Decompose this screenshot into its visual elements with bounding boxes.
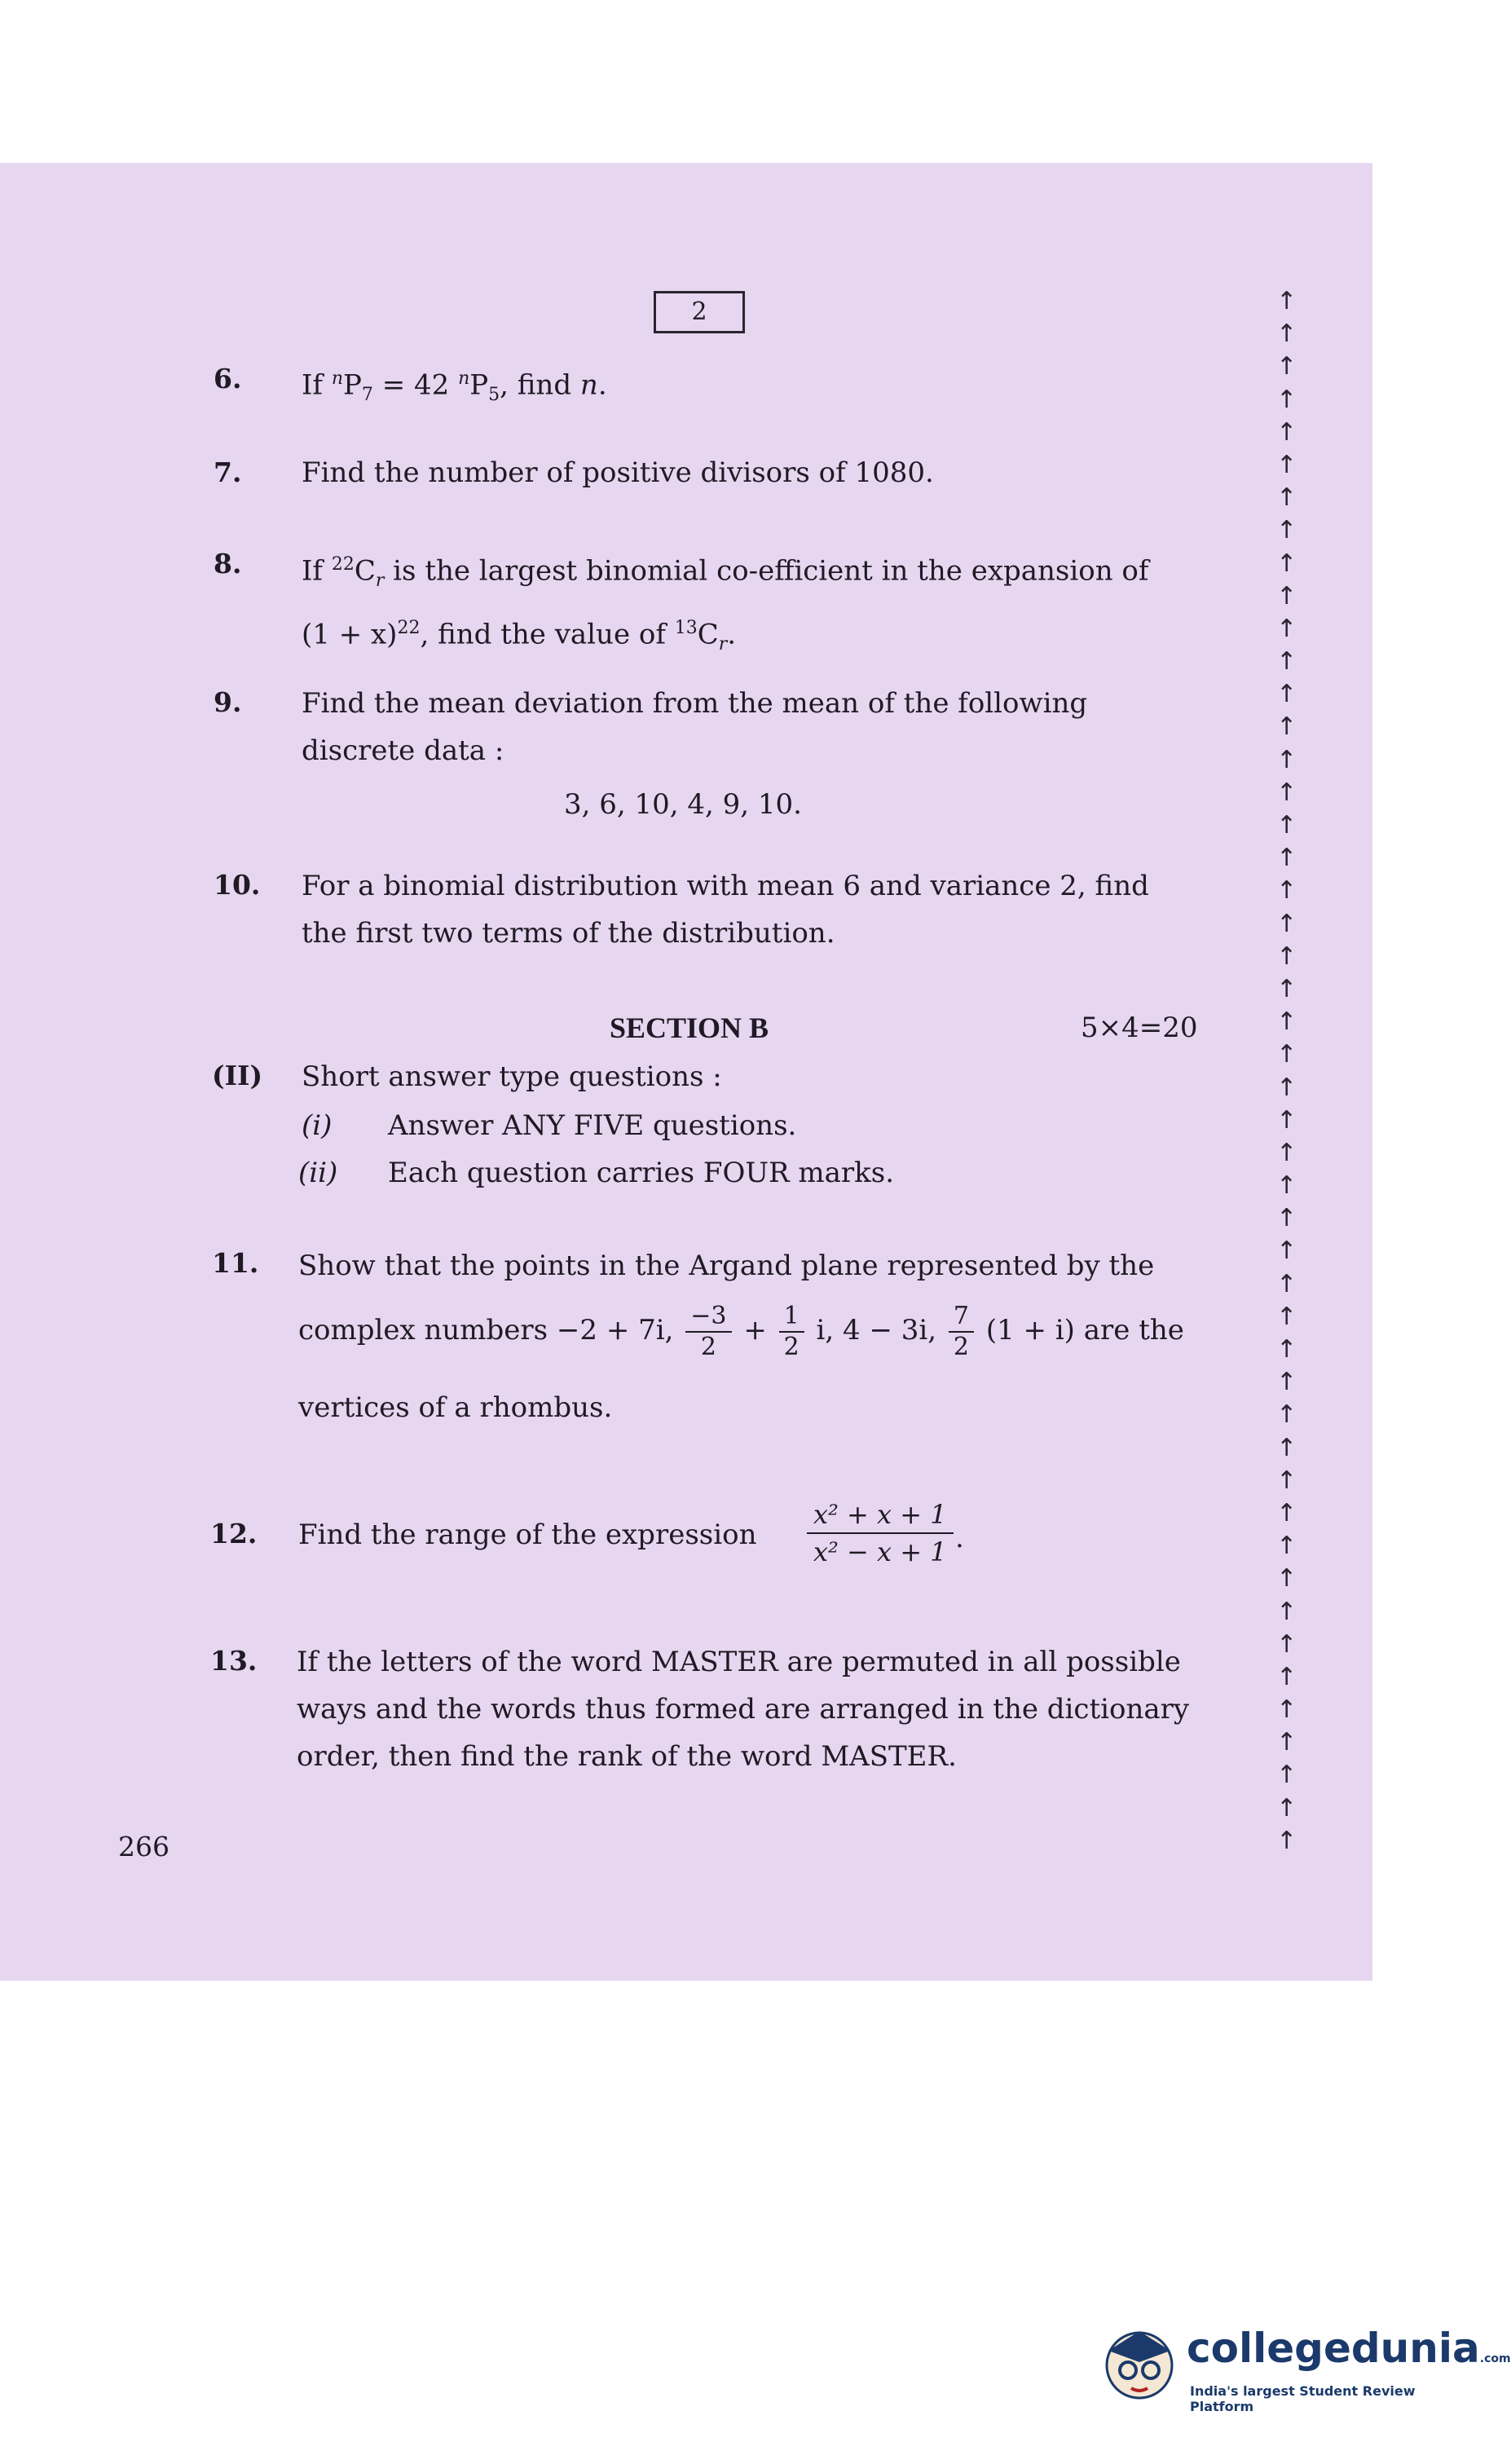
up-arrow-icon: ↑ (1276, 844, 1297, 873)
section-title: SECTION B (610, 1012, 769, 1044)
up-arrow-icon: ↑ (1276, 712, 1297, 742)
question-11-line2: complex numbers −2 + 7i, $\frac{-3}{2}$ + $\frac{1}{2}$ i, 4 − 3i, $\frac{7}{2}$ (1 + i) are the (298, 1302, 1184, 1361)
list-marker: (ii) (298, 1157, 338, 1189)
up-arrow-icon: ↑ (1276, 876, 1297, 906)
up-arrow-icon: ↑ (1276, 1335, 1297, 1364)
up-arrow-icon: ↑ (1276, 1761, 1297, 1790)
section-instruction: Short answer type questions : (302, 1060, 722, 1093)
up-arrow-icon: ↑ (1276, 1433, 1297, 1462)
question-number: 10. (214, 869, 261, 901)
up-arrow-icon: ↑ (1276, 680, 1297, 709)
section-marks: 5×4=20 (1081, 1012, 1198, 1044)
up-arrow-icon: ↑ (1276, 385, 1297, 414)
up-arrow-icon: ↑ (1276, 1007, 1297, 1037)
up-arrow-icon: ↑ (1276, 1728, 1297, 1757)
logo-wordmark: collegedunia.com (1187, 2325, 1511, 2372)
question-13: If the letters of the word MASTER are permuted in all possible ways and the words thus formed are arranged in the dictionary order, then find the rank of the word MASTER. (297, 1646, 1190, 1773)
part-label: (II) (212, 1060, 263, 1091)
fraction: $\frac{-3}{2}$ (685, 1302, 731, 1362)
question-11-line1: Show that the points in the Argand plane represented by the (298, 1250, 1155, 1282)
up-arrow-icon: ↑ (1276, 1236, 1297, 1266)
list-item: Answer ANY FIVE questions. (388, 1109, 797, 1142)
question-12-fraction: x² + x + 1 x² − x + 1 (807, 1496, 954, 1570)
up-arrow-icon: ↑ (1276, 1302, 1297, 1331)
question-number: 7. (214, 456, 242, 488)
up-arrow-icon: ↑ (1276, 1662, 1297, 1691)
up-arrow-icon: ↑ (1276, 614, 1297, 643)
up-arrow-icon: ↑ (1276, 1695, 1297, 1725)
question-number: 6. (214, 363, 242, 395)
up-arrow-icon: ↑ (1276, 320, 1297, 349)
up-arrow-icon: ↑ (1276, 941, 1297, 971)
up-arrow-icon: ↑ (1276, 1368, 1297, 1397)
question-number: 8. (214, 548, 242, 580)
up-arrow-icon: ↑ (1276, 745, 1297, 774)
question-7: Find the number of positive divisors of 1080. (302, 456, 934, 489)
margin-arrows (1276, 285, 1301, 1858)
up-arrow-icon: ↑ (1276, 778, 1297, 807)
up-arrow-icon: ↑ (1276, 1597, 1297, 1626)
question-number: 13. (210, 1645, 258, 1677)
question-8: If $^{22}C_r$ is the largest binomial co-efficient in the expansion of $(1 + x)^{22}$, find the value of $^{13}C_r$. (302, 554, 1149, 655)
up-arrow-icon: ↑ (1276, 1105, 1297, 1135)
up-arrow-icon: ↑ (1276, 352, 1297, 381)
fraction: $\frac{1}{2}$ (779, 1302, 804, 1362)
up-arrow-icon: ↑ (1276, 909, 1297, 938)
list-marker: (i) (302, 1109, 333, 1142)
up-arrow-icon: ↑ (1276, 287, 1297, 315)
up-arrow-icon: ↑ (1276, 1532, 1297, 1561)
question-number: 9. (214, 686, 242, 718)
page-number-box: 2 (654, 291, 745, 333)
up-arrow-icon: ↑ (1276, 1040, 1297, 1069)
up-arrow-icon: ↑ (1276, 1629, 1297, 1659)
up-arrow-icon: ↑ (1276, 1466, 1297, 1495)
up-arrow-icon: ↑ (1276, 1269, 1297, 1298)
logo-tagline: India's largest Student Review Platform (1190, 2383, 1416, 2414)
question-number: 12. (210, 1518, 258, 1549)
up-arrow-icon: ↑ (1276, 974, 1297, 1003)
question-9-data: 3, 6, 10, 4, 9, 10. (564, 788, 802, 821)
up-arrow-icon: ↑ (1276, 1826, 1297, 1855)
up-arrow-icon: ↑ (1276, 1171, 1297, 1201)
up-arrow-icon: ↑ (1276, 1498, 1297, 1527)
question-12-text: Find the range of the expression (298, 1519, 757, 1551)
up-arrow-icon: ↑ (1276, 1204, 1297, 1233)
fraction: $\frac{7}{2}$ (949, 1302, 974, 1362)
mascot-icon (1090, 2312, 1188, 2409)
question-11-line3: vertices of a rhombus. (298, 1391, 613, 1424)
question-12-period: . (955, 1522, 964, 1554)
up-arrow-icon: ↑ (1276, 549, 1297, 578)
up-arrow-icon: ↑ (1276, 483, 1297, 513)
collegedunia-logo (1090, 2307, 1511, 2421)
up-arrow-icon: ↑ (1276, 1138, 1297, 1167)
up-arrow-icon: ↑ (1276, 581, 1297, 610)
list-item: Each question carries FOUR marks. (388, 1157, 894, 1189)
up-arrow-icon: ↑ (1276, 1564, 1297, 1593)
up-arrow-icon: ↑ (1276, 417, 1297, 447)
question-number: 11. (212, 1247, 259, 1279)
question-10: For a binomial distribution with mean 6 and variance 2, find the first two terms of the distribution. (302, 870, 1149, 950)
up-arrow-icon: ↑ (1276, 450, 1297, 479)
up-arrow-icon: ↑ (1276, 647, 1297, 677)
up-arrow-icon: ↑ (1276, 516, 1297, 545)
question-6: If $^nP_7 = 42$ $^nP_5$, find n. (302, 368, 607, 406)
page-footer-number: 266 (118, 1831, 170, 1862)
up-arrow-icon: ↑ (1276, 1793, 1297, 1823)
up-arrow-icon: ↑ (1276, 1073, 1297, 1102)
question-9: Find the mean deviation from the mean of the following discrete data : (302, 687, 1088, 767)
up-arrow-icon: ↑ (1276, 811, 1297, 840)
up-arrow-icon: ↑ (1276, 1400, 1297, 1430)
